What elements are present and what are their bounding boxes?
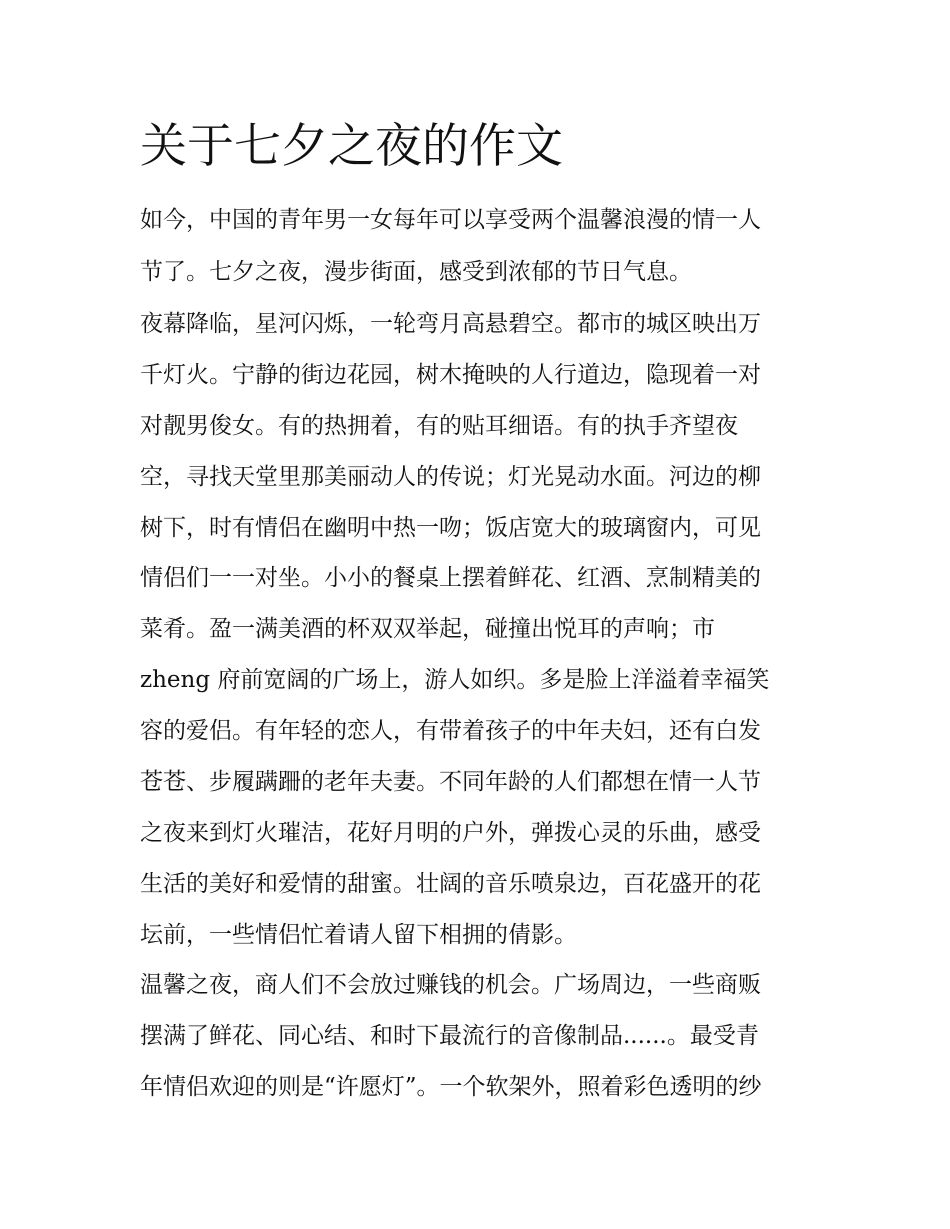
paragraph-line: 之夜来到灯火璀洁，花好月明的户外，弹拨心灵的乐曲，感受 <box>140 820 761 846</box>
document-title: 关于七夕之夜的作文 <box>140 119 563 174</box>
paragraph-line: zheng 府前宽阔的广场上，游人如织。多是脸上洋溢着幸福笑 <box>140 667 770 693</box>
paragraph-line: 容的爱侣。有年轻的恋人，有带着孩子的中年夫妇，还有白发 <box>140 718 761 744</box>
paragraph-line: 年情侣欢迎的则是“许愿灯”。一个软架外，照着彩色透明的纱 <box>140 1074 762 1100</box>
paragraph-line: 节了。七夕之夜，漫步街面，感受到浓郁的节日气息。 <box>140 259 692 285</box>
paragraph-line: 坛前，一些情侣忙着请人留下相拥的倩影。 <box>140 922 577 948</box>
paragraph-line: 情侣们一一对坐。小小的餐桌上摆着鲜花、红酒、烹制精美的 <box>140 565 761 591</box>
paragraph-line: 空，寻找天堂里那美丽动人的传说；灯光晃动水面。河边的柳 <box>140 464 761 490</box>
paragraph-line: 菜肴。盈一满美酒的杯双双举起，碰撞出悦耳的声响；市 <box>140 616 715 642</box>
paragraph-line: 温馨之夜，商人们不会放过赚钱的机会。广场周边，一些商贩 <box>140 972 761 998</box>
paragraph-line: 生活的美好和爱情的甜蜜。壮阔的音乐喷泉边，百花盛开的花 <box>140 871 761 897</box>
paragraph-line: 树下，时有情侣在幽明中热一吻；饭店宽大的玻璃窗内，可见 <box>140 515 761 541</box>
paragraph-line: 摆满了鲜花、同心结、和时下最流行的音像制品......。最受青 <box>140 1023 759 1049</box>
paragraph-line: 千灯火。宁静的街边花园，树木掩映的人行道边，隐现着一对 <box>140 362 761 388</box>
paragraph-line: 如今，中国的青年男一女每年可以享受两个温馨浪漫的情一人 <box>140 207 761 233</box>
paragraph-line: 苍苍、步履蹒跚的老年夫妻。不同年龄的人们都想在情一人节 <box>140 769 761 795</box>
paragraph-line: 夜幕降临，星河闪烁，一轮弯月高悬碧空。都市的城区映出万 <box>140 311 761 337</box>
paragraph-line: 对靓男俊女。有的热拥着，有的贴耳细语。有的执手齐望夜 <box>140 413 738 439</box>
